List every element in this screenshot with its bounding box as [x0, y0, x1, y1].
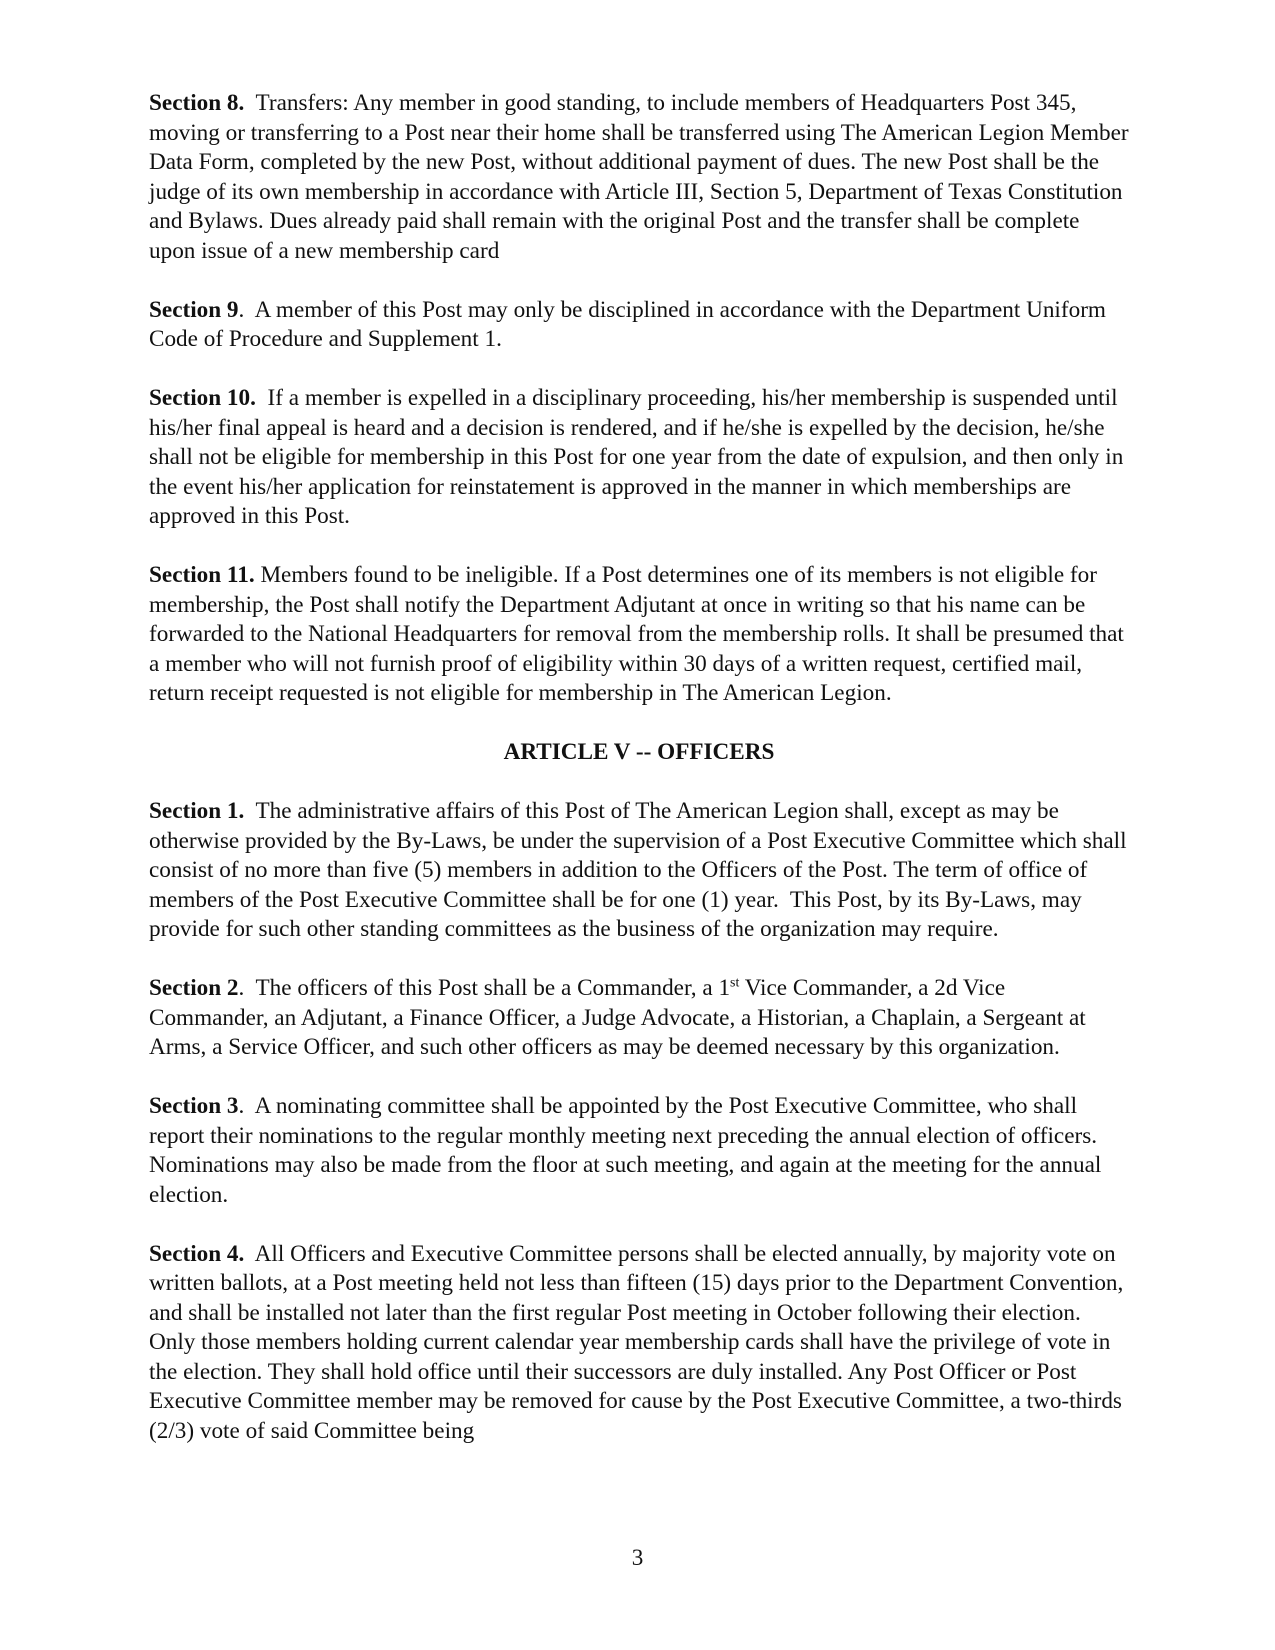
article-v-section-2-label: Section 2: [149, 975, 239, 1001]
article-v-section-4-label: Section 4.: [149, 1240, 245, 1267]
document-page: [149, 89, 1133, 1446]
ordinal-superscript: st: [730, 975, 740, 991]
article-v-section-1-text: The administrative affairs of this Post of The American Legion shall, except as may be otherwise provided by the By-Laws, be under the supervision of a Post Executive Committee which shall consist of no more than five (5) members in addition to the Officers of the Post. The term of office of members of the Post Executive Committee shall be for one (1) year. This Post, by its By-Laws, may provide for such other standing committees as the business of the organization may require.: [149, 798, 1133, 942]
section-10-label: Section 10.: [149, 385, 256, 411]
section-10-text: If a member is expelled in a disciplinary proceeding, his/her membership is suspended until his/her final appeal is heard and a decision is rendered, and if he/she is expelled by the decision, he/she shall not be eligible for membership in this Post for one year from the date of expulsion, and then only in the event his/her application for reinstatement is approved in the manner in which memberships are approved in this Post.: [149, 385, 1124, 529]
article-v-section-2-text-start: The officers of this Post shall be a Commander, a 1: [255, 975, 731, 1001]
article-v-section-3-separator: .: [238, 1093, 255, 1119]
article-v-section-3: [149, 1092, 1129, 1210]
section-8-separator: [244, 90, 255, 116]
section-8-text: Transfers: Any member in good standing, to include members of Headquarters Post 345, moving or transferring to a Post near their home shall be transferred using The American Legion Member Data Form, completed by the new Post, without additional payment of dues. The new Post shall be the judge of its own membership in accordance with Article III, Section 5, Department of Texas Constitution and Bylaws. Dues already paid shall remain with the original Post and the transfer shall be complete upon issue of a new membership card: [149, 90, 1129, 264]
section-10: [149, 384, 1129, 532]
section-9: [149, 296, 1129, 355]
section-8: [149, 89, 1129, 266]
article-v-section-2-text-end: Vice Commander, a 2d Vice Commander, an Adjutant, a Finance Officer, a Judge Advocate, a Historian, a Chaplain, a Sergeant at Arms, a Service Officer, and such other officers as may be deemed necessary by this organization.: [149, 975, 1086, 1060]
section-11: [149, 561, 1129, 709]
article-v-section-1: [149, 797, 1133, 945]
section-11-text: Members found to be ineligible. If a Post determines one of its members is not eligible for membership, the Post shall notify the Department Adjutant at once in writing so that his name can be forwarded to the National Headquarters for removal from the membership rolls. It shall be presumed that a member who will not furnish proof of eligibility within 30 days of a written request, certified mail, return receipt requested is not eligible for membership in The American Legion.: [149, 562, 1124, 706]
section-10-separator: [256, 385, 268, 411]
section-11-label: Section 11.: [149, 562, 255, 588]
section-8-label: Section 8.: [149, 90, 245, 116]
article-v-section-4-text: All Officers and Executive Committee persons shall be elected annually, by majority vote on written ballots, at a Post meeting held not less than fifteen (15) days prior to the Department Convention, and shall be installed not later than the first regular Post meeting in October following their election. Only those members holding current calendar year membership cards shall have the privilege of vote in the election. They shall hold office until their successors are duly installed. Any Post Officer or Post Executive Committee member may be removed for cause by the Post Executive Committee, a two-thirds (2/3) vote of said Committee being: [149, 1240, 1124, 1444]
article-v-section-4-separator: [244, 1241, 254, 1267]
article-v-section-2-separator: .: [238, 975, 256, 1001]
article-v-section-2: [149, 974, 1129, 1063]
article-v-section-1-separator: [244, 798, 255, 824]
article-v-section-4: [149, 1240, 1129, 1447]
article-v-section-1-label: Section 1.: [149, 798, 245, 824]
page-number: 3: [631, 1545, 644, 1571]
section-9-label: Section 9: [149, 296, 239, 323]
article-v-section-3-label: Section 3: [149, 1093, 239, 1119]
article-heading: ARTICLE V -- OFFICERS: [503, 739, 775, 765]
section-9-text: A member of this Post may only be disciplined in accordance with the Department Uniform Code of Procedure and Supplement 1.: [149, 296, 1106, 352]
section-9-separator: .: [238, 296, 255, 323]
article-v-section-3-text: A nominating committee shall be appointed by the Post Executive Committee, who shall report their nominations to the regular monthly meeting next preceding the annual election of officers. Nominations may also be made from the floor at such meeting, and again at the meeting for the annual election.: [149, 1093, 1102, 1208]
